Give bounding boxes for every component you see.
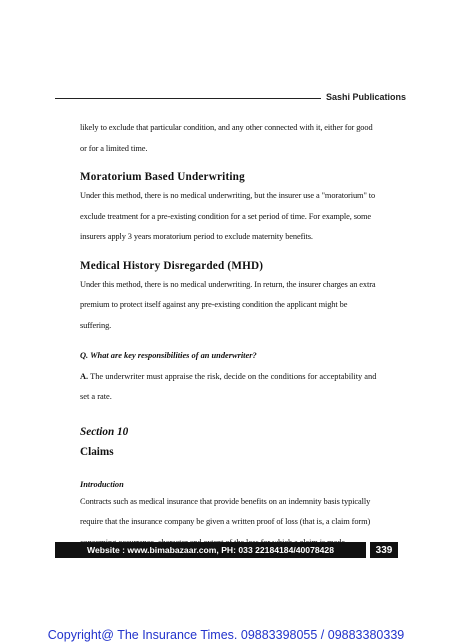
answer-text: The underwriter must appraise the risk, decide on the conditions for acceptability and set a rate. bbox=[80, 371, 377, 401]
mhd-heading: Medical History Disregarded (MHD) bbox=[80, 259, 264, 272]
page-number: 339 bbox=[370, 542, 398, 558]
answer-paragraph bbox=[80, 367, 380, 408]
moratorium-heading: Moratorium Based Underwriting bbox=[80, 171, 245, 183]
moratorium-paragraph: Under this method, there is no medical underwriting, but the insurer use a "moratorium" to exclude treatment for a pre-existing condition for a set period of time. For example, some insurers apply 3 years moratorium period to exclude maternity benefits. bbox=[80, 191, 376, 241]
publisher-name: Sashi Publications bbox=[326, 92, 407, 102]
answer-prefix: A. bbox=[80, 371, 89, 381]
mhd-paragraph: Under this method, there is no medical underwriting. In return, the insurer charges an extra premium to protect itself against any pre-existing condition the applicant might be suffering. bbox=[80, 279, 376, 330]
introduction-paragraph: Contracts such as medical insurance that provide benefits on an indemnity basis typically require that the insurance company be given a written proof of loss (that is, a claim form) bbox=[80, 496, 371, 526]
section-number: Section 10 bbox=[80, 425, 129, 438]
footer-website-bar: Website : www.bimabazaar.com, PH: 033 22184184/40078428 bbox=[55, 542, 366, 558]
copyright-notice: Copyright@ The Insurance Times. 09883398055 / 09883380339 bbox=[47, 628, 405, 642]
section-title: Claims bbox=[80, 445, 114, 458]
introduction-subheading: Introduction bbox=[80, 479, 124, 489]
question-text: Q. What are key responsibilities of an underwriter? bbox=[80, 351, 257, 360]
page-content bbox=[80, 118, 380, 553]
intro-paragraph: likely to exclude that particular condition, and any other connected with it, either for good or for a limited time. bbox=[80, 123, 373, 153]
header-rule bbox=[55, 98, 321, 99]
